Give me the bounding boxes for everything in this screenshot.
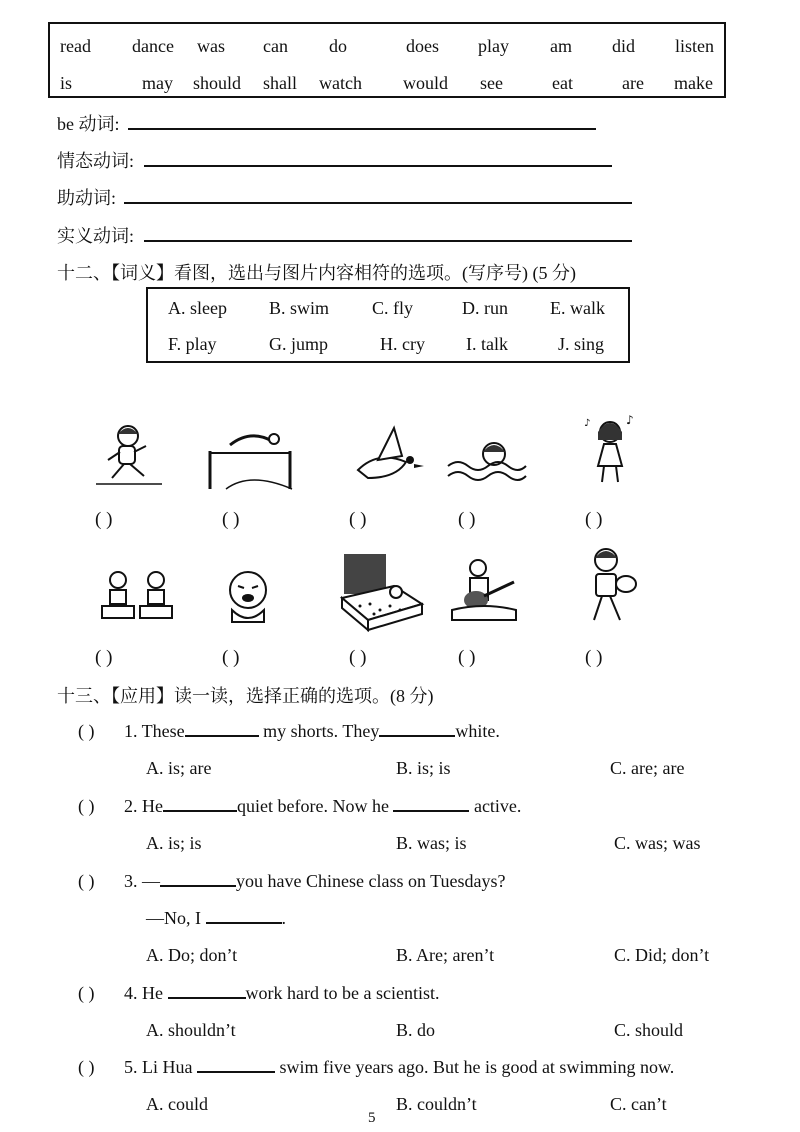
blank[interactable] [393,796,469,812]
option: D. run [462,298,508,318]
answer-paren[interactable]: ( ) [78,983,95,1003]
word: may [142,73,173,93]
answer-paren[interactable]: ( ) [78,1057,95,1077]
svg-text:♪: ♪ [626,413,634,427]
word: does [406,36,439,56]
word: is [60,73,73,93]
word: did [612,36,636,56]
question-5: 5. Li Hua swim five years ago. But he is good at swimming now. [124,1057,675,1077]
guitar-player-picture [448,556,520,626]
notional-verb-label: 实义动词: [57,226,135,246]
walking-boy-picture [576,544,640,630]
option-a[interactable]: A. is; are [146,758,212,778]
word: shall [263,73,297,93]
blank[interactable] [206,908,282,924]
sleeping-child-picture [338,552,426,632]
option: G. jump [269,334,329,354]
word: listen [675,36,714,56]
word: am [550,36,572,56]
option-c[interactable]: C. was; was [614,833,701,853]
blank[interactable] [168,983,246,999]
answer-paren[interactable]: ( ) [95,509,113,530]
modal-verb-answer-line[interactable] [144,165,612,167]
option-b[interactable]: B. couldn’t [396,1094,477,1114]
section-12-options-box [146,287,630,363]
be-verb-answer-line[interactable] [128,128,596,130]
word: do [329,36,347,56]
question-1: 1. These my shorts. They white. [124,721,500,741]
option: F. play [168,334,217,354]
be-verb-label: be 动词: [57,114,120,134]
answer-paren[interactable]: ( ) [458,509,476,530]
high-jump-picture [200,425,300,495]
option: H. cry [380,334,425,354]
option-a[interactable]: A. is; is [146,833,202,853]
option-a[interactable]: A. could [146,1094,208,1114]
answer-paren[interactable]: ( ) [222,509,240,530]
word: eat [552,73,573,93]
word: would [403,73,448,93]
flying-bird-picture [348,420,428,486]
auxiliary-verb-answer-line[interactable] [124,202,632,204]
option-b[interactable]: B. was; is [396,833,467,853]
option: C. fly [372,298,414,318]
question-2: 2. He quiet before. Now he active. [124,796,522,816]
answer-paren[interactable]: ( ) [78,871,95,891]
word: watch [319,73,362,93]
blank[interactable] [379,721,455,737]
word: read [60,36,91,56]
question-4: 4. He work hard to be a scientist. [124,983,440,1003]
word: can [263,36,288,56]
page-number: 5 [368,1110,376,1126]
word: was [197,36,225,56]
blank[interactable] [185,721,259,737]
blank[interactable] [163,796,237,812]
word: play [478,36,509,56]
talking-girls-picture [98,566,178,622]
svg-text:♪: ♪ [584,418,591,429]
section-13-title: 十三、【应用】读一读，选择正确的选项。(8 分) [57,686,434,706]
option-b[interactable]: B. do [396,1020,436,1040]
answer-paren[interactable]: ( ) [222,647,240,668]
option-c[interactable]: C. Did; don’t [614,945,710,965]
option-c[interactable]: C. are; are [610,758,685,778]
option: E. walk [550,298,605,318]
word: see [480,73,503,93]
option-c[interactable]: C. can’t [610,1094,667,1114]
running-boy-picture [92,420,172,494]
word-bank-box [48,22,726,98]
option: I. talk [466,334,508,354]
blank[interactable] [197,1057,275,1073]
word: should [193,73,242,93]
option-a[interactable]: A. Do; don’t [146,945,238,965]
singing-girl-picture [582,410,652,490]
question-3-reply: —No, I . [146,908,286,928]
question-3: 3. — you have Chinese class on Tuesdays? [124,871,506,891]
answer-paren[interactable]: ( ) [458,647,476,668]
option-a[interactable]: A. shouldn’t [146,1020,236,1040]
swimming-person-picture [444,432,528,488]
modal-verb-label: 情态动词: [57,151,135,171]
answer-paren[interactable]: ( ) [95,647,113,668]
answer-paren[interactable]: ( ) [78,796,95,816]
answer-paren[interactable]: ( ) [78,721,95,741]
crying-baby-picture [218,566,280,628]
word: are [622,73,644,93]
section-12-title: 十二、【词义】看图，选出与图片内容相符的选项。(写序号) (5 分) [57,263,576,283]
option: B. swim [269,298,330,318]
notional-verb-answer-line[interactable] [144,240,632,242]
word: dance [132,36,174,56]
answer-paren[interactable]: ( ) [585,509,603,530]
word: make [674,73,713,93]
auxiliary-verb-label: 助动词: [57,188,117,208]
option: J. sing [558,334,605,354]
option-b[interactable]: B. is; is [396,758,451,778]
blank[interactable] [160,871,236,887]
option-b[interactable]: B. Are; aren’t [396,945,495,965]
answer-paren[interactable]: ( ) [349,647,367,668]
option: A. sleep [168,298,227,318]
option-c[interactable]: C. should [614,1020,684,1040]
answer-paren[interactable]: ( ) [349,509,367,530]
answer-paren[interactable]: ( ) [585,647,603,668]
